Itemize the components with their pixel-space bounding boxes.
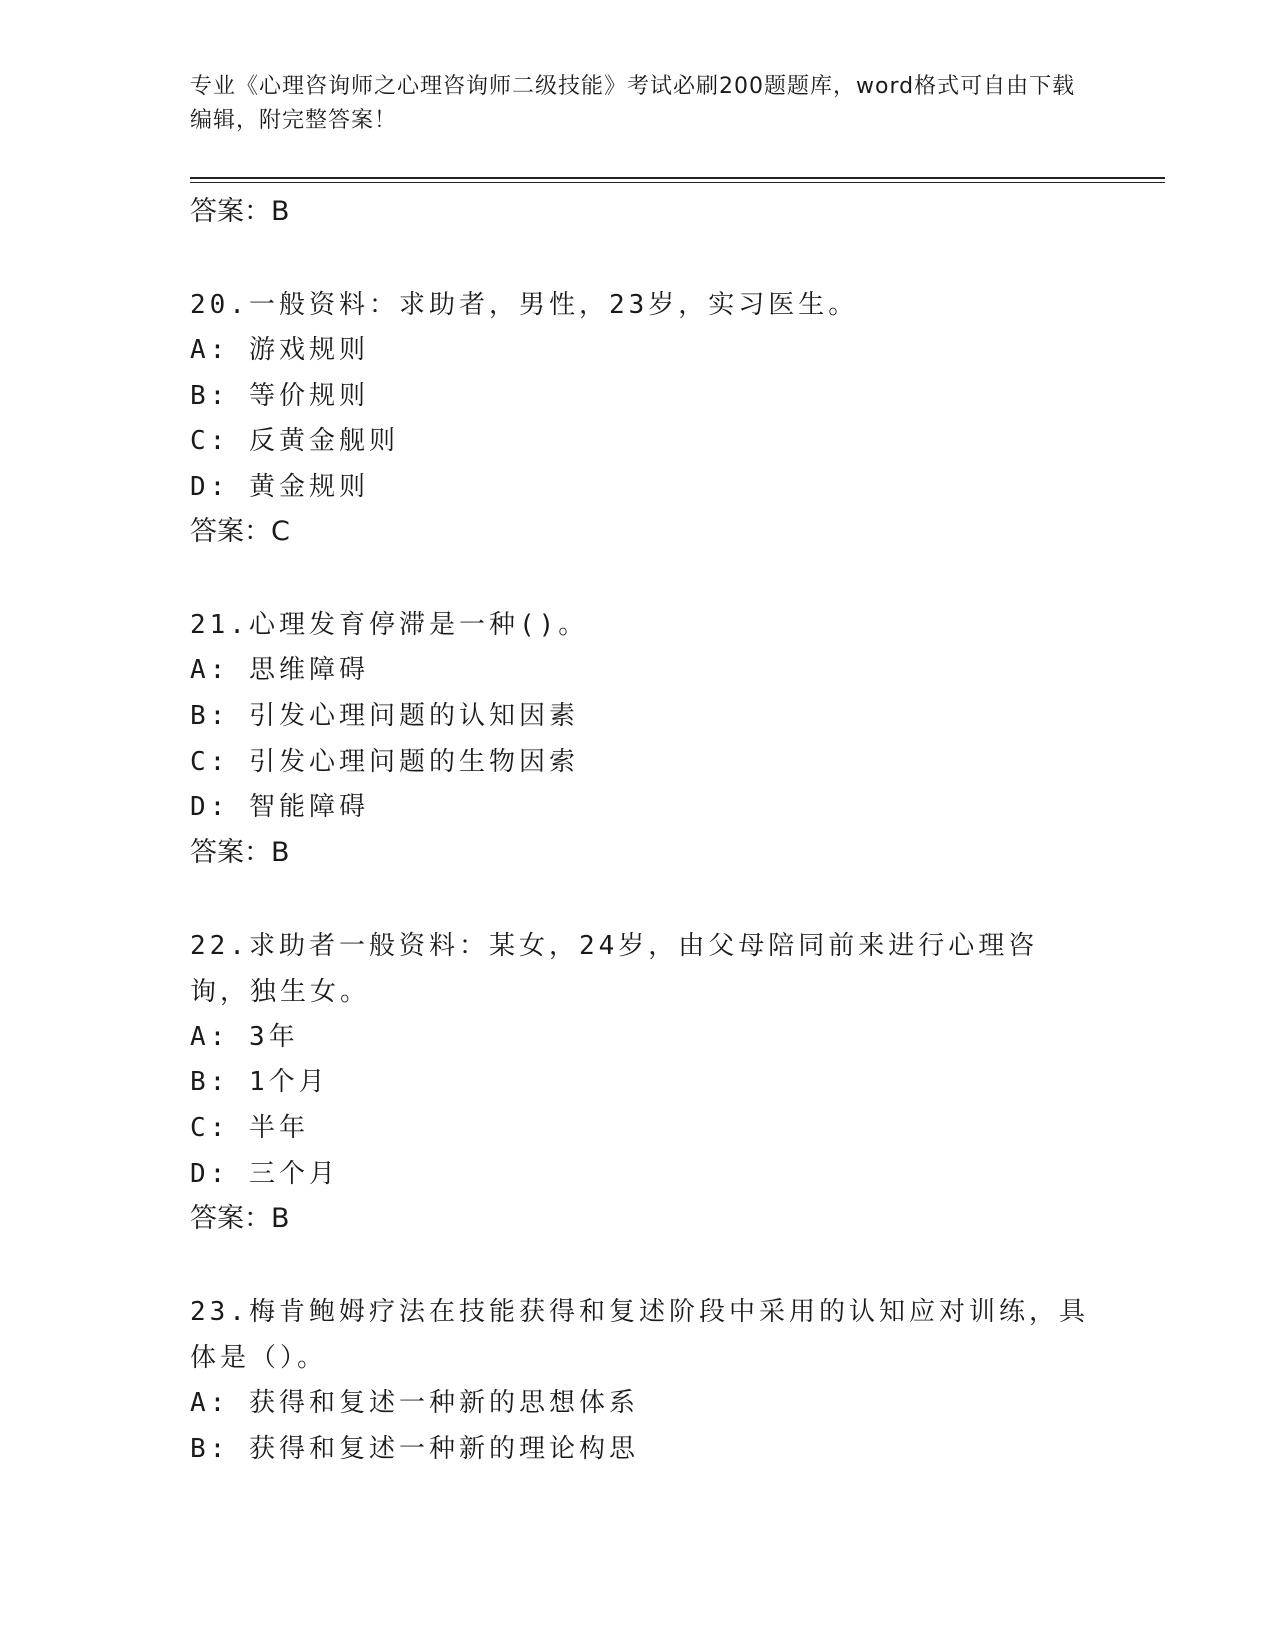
- option-letter: B:: [190, 700, 230, 731]
- option-b: [190, 694, 1090, 740]
- option-letter: D:: [190, 792, 230, 823]
- option-c: [190, 419, 1090, 465]
- document-header: 专业《心理咨询师之心理咨询师二级技能》考试必刷200题题库，word格式可自由下载编辑，附完整答案！: [190, 74, 1076, 133]
- question-text: 20.一般资料：求助者，男性，23岁，实习医生。: [190, 290, 859, 320]
- option-letter: C:: [190, 426, 230, 457]
- option-letter: B:: [190, 1067, 230, 1098]
- answer-line: 答案：C: [190, 516, 290, 548]
- question-item: [190, 1289, 1090, 1472]
- option-b: [190, 374, 1090, 420]
- option-d: [190, 785, 1090, 831]
- option-b: [190, 1427, 1090, 1473]
- option-letter: C:: [190, 1112, 230, 1143]
- option-text: 反黄金舰则: [248, 426, 399, 457]
- option-letter: A:: [190, 1021, 230, 1052]
- option-a: [190, 1381, 1090, 1427]
- question-text: 22.求助者一般资料：某女，24岁，由父母陪同前来进行心理咨询，独生女。: [190, 930, 1039, 1007]
- question-item: [190, 602, 1090, 874]
- question-text: 21.心理发育停滞是一种()。: [190, 610, 589, 641]
- option-letter: A:: [190, 655, 230, 686]
- option-letter: C:: [190, 746, 230, 777]
- header-divider-thin: [190, 182, 1165, 183]
- option-d: [190, 1152, 1090, 1198]
- question-item: [190, 923, 1090, 1241]
- option-text: 引发心理问题的生物因索: [248, 746, 579, 777]
- option-text: 获得和复述一种新的思想体系: [248, 1388, 639, 1419]
- question-text: 23.梅肯鲍姆疗法在技能获得和复述阶段中采用的认知应对训练，具体是（）。: [190, 1297, 1089, 1374]
- option-text: 获得和复述一种新的理论构思: [248, 1433, 639, 1464]
- option-c: [190, 1106, 1090, 1152]
- option-text: 智能障碍: [248, 792, 369, 823]
- option-c: [190, 740, 1090, 786]
- header-divider: [190, 177, 1165, 179]
- option-text: 半年: [248, 1112, 309, 1143]
- option-text: 三个月: [248, 1158, 339, 1189]
- option-text: 思维障碍: [248, 655, 369, 686]
- question-list: [190, 190, 1090, 1472]
- option-text: 等价规则: [248, 380, 369, 411]
- option-a: [190, 648, 1090, 694]
- option-text: 3年: [248, 1021, 299, 1052]
- option-a: [190, 1015, 1090, 1061]
- option-text: 黄金规则: [248, 471, 369, 502]
- answer-line: 答案：B: [190, 196, 290, 227]
- option-letter: A:: [190, 1388, 230, 1419]
- option-letter: D:: [190, 1158, 230, 1189]
- question-item: [190, 282, 1090, 554]
- option-letter: D:: [190, 471, 230, 502]
- option-b: [190, 1060, 1090, 1106]
- option-letter: A:: [190, 335, 230, 365]
- option-text: 引发心理问题的认知因素: [248, 700, 579, 731]
- option-letter: B:: [190, 380, 230, 411]
- option-text: 1个月: [248, 1067, 329, 1098]
- answer-line: 答案：B: [190, 836, 290, 868]
- option-text: 游戏规则: [248, 335, 369, 365]
- answer-line: 答案：B: [190, 1203, 290, 1235]
- option-letter: B:: [190, 1433, 230, 1464]
- option-d: [190, 465, 1090, 511]
- option-a: [190, 328, 1090, 374]
